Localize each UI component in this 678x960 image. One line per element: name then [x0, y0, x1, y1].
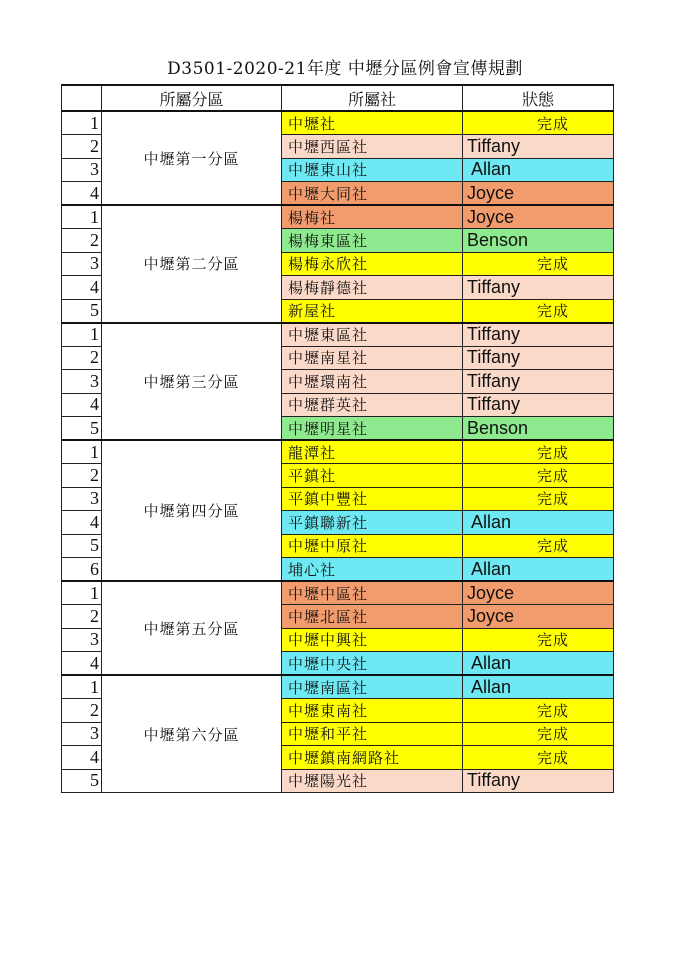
row-number: 4 [62, 746, 102, 770]
row-number: 2 [62, 135, 102, 159]
club-name: 中壢中原社 [282, 534, 463, 558]
header-club: 所屬社 [282, 85, 463, 111]
header-row [62, 85, 614, 111]
district-cell: 中壢第四分區 [102, 440, 282, 581]
club-name: 平鎮社 [282, 464, 463, 488]
club-name: 中壢明星社 [282, 417, 463, 441]
row-number: 2 [62, 346, 102, 370]
row-number: 3 [62, 487, 102, 511]
status-cell: Tiffany [463, 769, 614, 793]
club-name: 楊梅永欣社 [282, 252, 463, 276]
header-index [62, 85, 102, 111]
club-name: 楊梅社 [282, 205, 463, 229]
club-name: 楊梅東區社 [282, 229, 463, 253]
row-number: 3 [62, 722, 102, 746]
row-number: 5 [62, 417, 102, 441]
row-number: 2 [62, 699, 102, 723]
club-name: 中壢東區社 [282, 323, 463, 347]
status-cell: Allan [463, 675, 614, 699]
club-name: 中壢群英社 [282, 393, 463, 417]
club-name: 中壢和平社 [282, 722, 463, 746]
club-name: 平鎮中豐社 [282, 487, 463, 511]
row-number: 4 [62, 652, 102, 676]
status-cell: Joyce [463, 581, 614, 605]
row-number: 1 [62, 581, 102, 605]
status-cell: Allan [463, 652, 614, 676]
status-cell: 完成 [463, 534, 614, 558]
district-cell: 中壢第三分區 [102, 323, 282, 441]
row-number: 5 [62, 299, 102, 323]
club-name: 中壢鎮南網路社 [282, 746, 463, 770]
status-cell: Allan [463, 558, 614, 582]
status-cell: Tiffany [463, 323, 614, 347]
district-cell: 中壢第六分區 [102, 675, 282, 793]
status-cell: Tiffany [463, 393, 614, 417]
status-cell: 完成 [463, 299, 614, 323]
club-name: 埔心社 [282, 558, 463, 582]
status-cell: 完成 [463, 699, 614, 723]
row-number: 1 [62, 675, 102, 699]
status-cell: 完成 [463, 252, 614, 276]
table-row [62, 440, 614, 464]
status-cell: Joyce [463, 205, 614, 229]
row-number: 1 [62, 323, 102, 347]
row-number: 4 [62, 511, 102, 535]
district-cell: 中壢第二分區 [102, 205, 282, 323]
row-number: 5 [62, 769, 102, 793]
table-row [62, 205, 614, 229]
row-number: 4 [62, 276, 102, 300]
status-cell: Allan [463, 511, 614, 535]
club-name: 中壢南星社 [282, 346, 463, 370]
row-number: 3 [62, 252, 102, 276]
row-number: 4 [62, 393, 102, 417]
table-body [62, 111, 614, 793]
status-cell: 完成 [463, 111, 614, 135]
row-number: 3 [62, 628, 102, 652]
header-status: 狀態 [463, 85, 614, 111]
club-name: 中壢東山社 [282, 158, 463, 182]
table-row [62, 675, 614, 699]
status-cell: 完成 [463, 487, 614, 511]
club-name: 中壢北區社 [282, 605, 463, 629]
table-row [62, 323, 614, 347]
club-name: 中壢中區社 [282, 581, 463, 605]
row-number: 6 [62, 558, 102, 582]
club-name: 新屋社 [282, 299, 463, 323]
status-cell: Benson [463, 417, 614, 441]
club-name: 中壢中興社 [282, 628, 463, 652]
club-name: 龍潭社 [282, 440, 463, 464]
club-name: 中壢西區社 [282, 135, 463, 159]
status-cell: 完成 [463, 746, 614, 770]
row-number: 2 [62, 464, 102, 488]
status-cell: 完成 [463, 440, 614, 464]
status-cell: Allan [463, 158, 614, 182]
status-cell: Tiffany [463, 276, 614, 300]
status-cell: 完成 [463, 628, 614, 652]
row-number: 3 [62, 370, 102, 394]
promotion-schedule-table [61, 84, 614, 793]
status-cell: Joyce [463, 182, 614, 206]
header-district: 所屬分區 [102, 85, 282, 111]
status-cell: Tiffany [463, 346, 614, 370]
club-name: 中壢環南社 [282, 370, 463, 394]
district-cell: 中壢第五分區 [102, 581, 282, 675]
table-row [62, 581, 614, 605]
row-number: 4 [62, 182, 102, 206]
club-name: 中壢陽光社 [282, 769, 463, 793]
status-cell: Joyce [463, 605, 614, 629]
district-cell: 中壢第一分區 [102, 111, 282, 205]
club-name: 中壢東南社 [282, 699, 463, 723]
status-cell: Benson [463, 229, 614, 253]
club-name: 平鎮聯新社 [282, 511, 463, 535]
status-cell: Tiffany [463, 370, 614, 394]
club-name: 楊梅靜德社 [282, 276, 463, 300]
row-number: 1 [62, 205, 102, 229]
row-number: 3 [62, 158, 102, 182]
row-number: 5 [62, 534, 102, 558]
club-name: 中壢社 [282, 111, 463, 135]
status-cell: 完成 [463, 464, 614, 488]
club-name: 中壢大同社 [282, 182, 463, 206]
club-name: 中壢中央社 [282, 652, 463, 676]
club-name: 中壢南區社 [282, 675, 463, 699]
row-number: 1 [62, 440, 102, 464]
row-number: 2 [62, 229, 102, 253]
row-number: 1 [62, 111, 102, 135]
page-title: D3501-2020-21年度 中壢分區例會宣傳規劃 [167, 59, 523, 79]
status-cell: Tiffany [463, 135, 614, 159]
row-number: 2 [62, 605, 102, 629]
table-row [62, 111, 614, 135]
status-cell: 完成 [463, 722, 614, 746]
